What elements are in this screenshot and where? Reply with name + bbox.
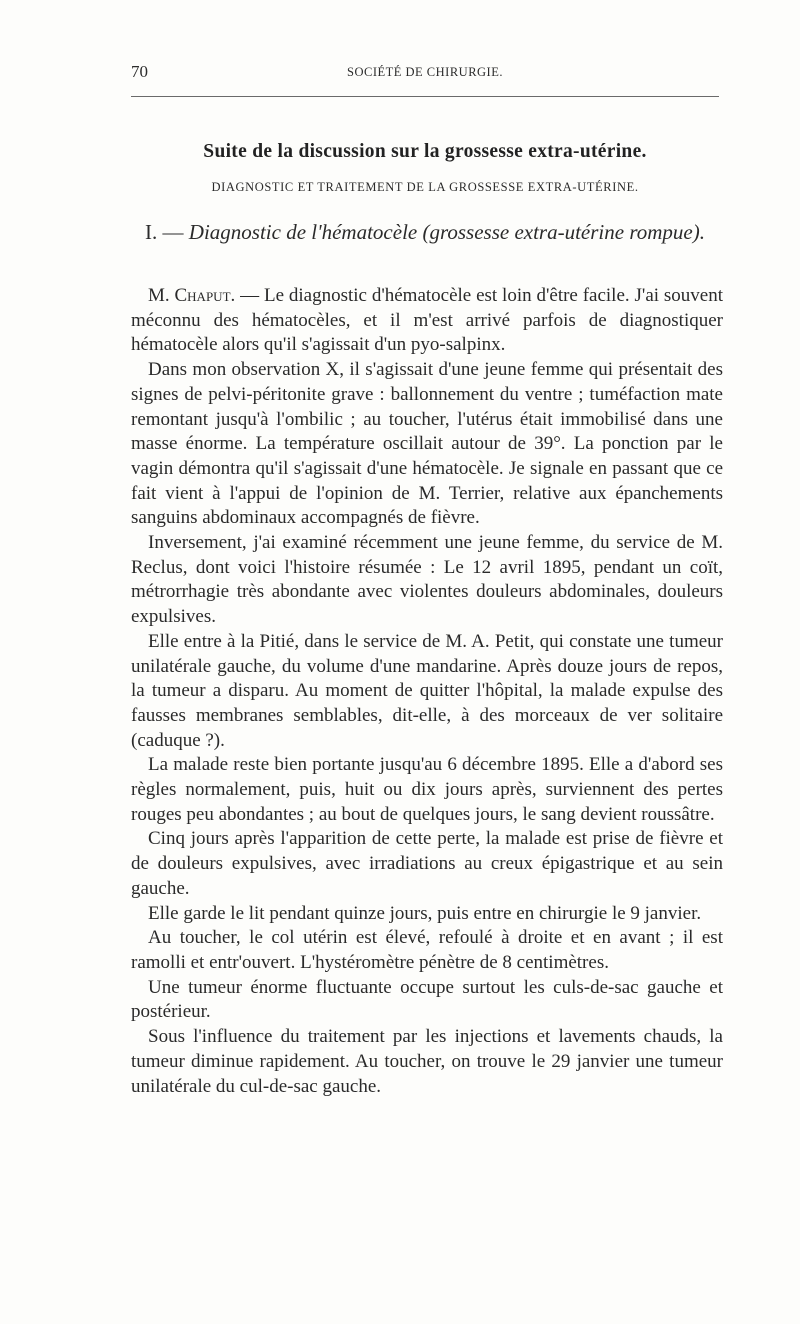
header-rule <box>131 96 719 97</box>
paragraph: Inversement, j'ai examiné récemment une jeune femme, du service de M. Reclus, dont voici l'histoire résumée : Le 12 avril 1895, pendant un coït, métrorrhagie très abondante avec violentes douleurs abdominales, douleurs expulsives. <box>131 532 723 628</box>
section-title: Suite de la discussion sur la grossesse extra-utérine. <box>203 141 647 162</box>
paragraph-text: — Le diagnostic d'hématocèle est loin d'être facile. J'ai souvent méconnu des hématocèles, et il m'est arrivé parfois de diagnostiquer hématocèle alors qu'il s'agissait d'un pyo-salpinx. <box>131 285 723 356</box>
part-number: I. — <box>145 220 184 244</box>
paragraph: Elle entre à la Pitié, dans le service de M. A. Petit, qui constate une tumeur unilatérale gauche, du volume d'une mandarine. Après douze jours de repos, la tumeur a disparu. Au moment de quitter l'hôpital, la malade expulse des fausses membranes semblables, dit-elle, à des morceaux de ver solitaire (caduque ?). <box>131 630 723 751</box>
paragraph: La malade reste bien portante jusqu'au 6 décembre 1895. Elle a d'abord ses règles normalement, puis, huit ou dix jours après, surviennent des pertes rouges peu abondantes ; au bout de quelques jours, le sang devient roussâtre. <box>131 754 723 825</box>
paragraph: Cinq jours après l'apparition de cette perte, la malade est prise de fièvre et de douleurs expulsives, avec irradiations au creux épigastrique et au sein gauche. <box>131 828 723 899</box>
paragraph: Sous l'influence du traitement par les injections et lavements chauds, la tumeur diminue rapidement. Au toucher, on trouve le 29 janvier une tumeur unilatérale du cul-de-sac gauche. <box>131 1026 723 1097</box>
part-heading <box>131 219 719 245</box>
body-text <box>131 284 723 1099</box>
running-head <box>131 62 719 86</box>
part-title: Diagnostic de l'hématocèle (grossesse extra-utérine rompue). <box>188 220 705 244</box>
speaker-name: M. Chaput. <box>148 285 236 306</box>
paragraph: Elle garde le lit pendant quinze jours, puis entre en chirurgie le 9 janvier. <box>148 902 702 924</box>
paragraph: Au toucher, le col utérin est élevé, refoulé à droite et en avant ; il est ramolli et entr'ouvert. L'hystéromètre pénètre de 8 centimètres. <box>131 927 723 973</box>
paragraph <box>131 284 723 358</box>
journal-title: SOCIÉTÉ DE CHIRURGIE. <box>347 65 503 79</box>
subsection-title: DIAGNOSTIC ET TRAITEMENT DE LA GROSSESSE EXTRA-UTÉRINE. <box>211 180 639 194</box>
paragraph: Dans mon observation X, il s'agissait d'une jeune femme qui présentait des signes de pelvi-péritonite grave : ballonnement du ventre ; tuméfaction mate remontant jusqu'à l'ombilic ; au toucher, l'utérus était immobilisé dans une masse énorme. La température oscillait autour de 39°. La ponction par le vagin démontra qu'il s'agissait d'une hématocèle. Je signale en passant que ce fait vient à l'appui de l'opinion de M. Terrier, relative aux épanchements sanguins abdominaux accompagnés de fièvre. <box>131 359 723 529</box>
paragraph: Une tumeur énorme fluctuante occupe surtout les culs-de-sac gauche et postérieur. <box>131 976 723 1023</box>
page-number: 70 <box>131 62 148 81</box>
